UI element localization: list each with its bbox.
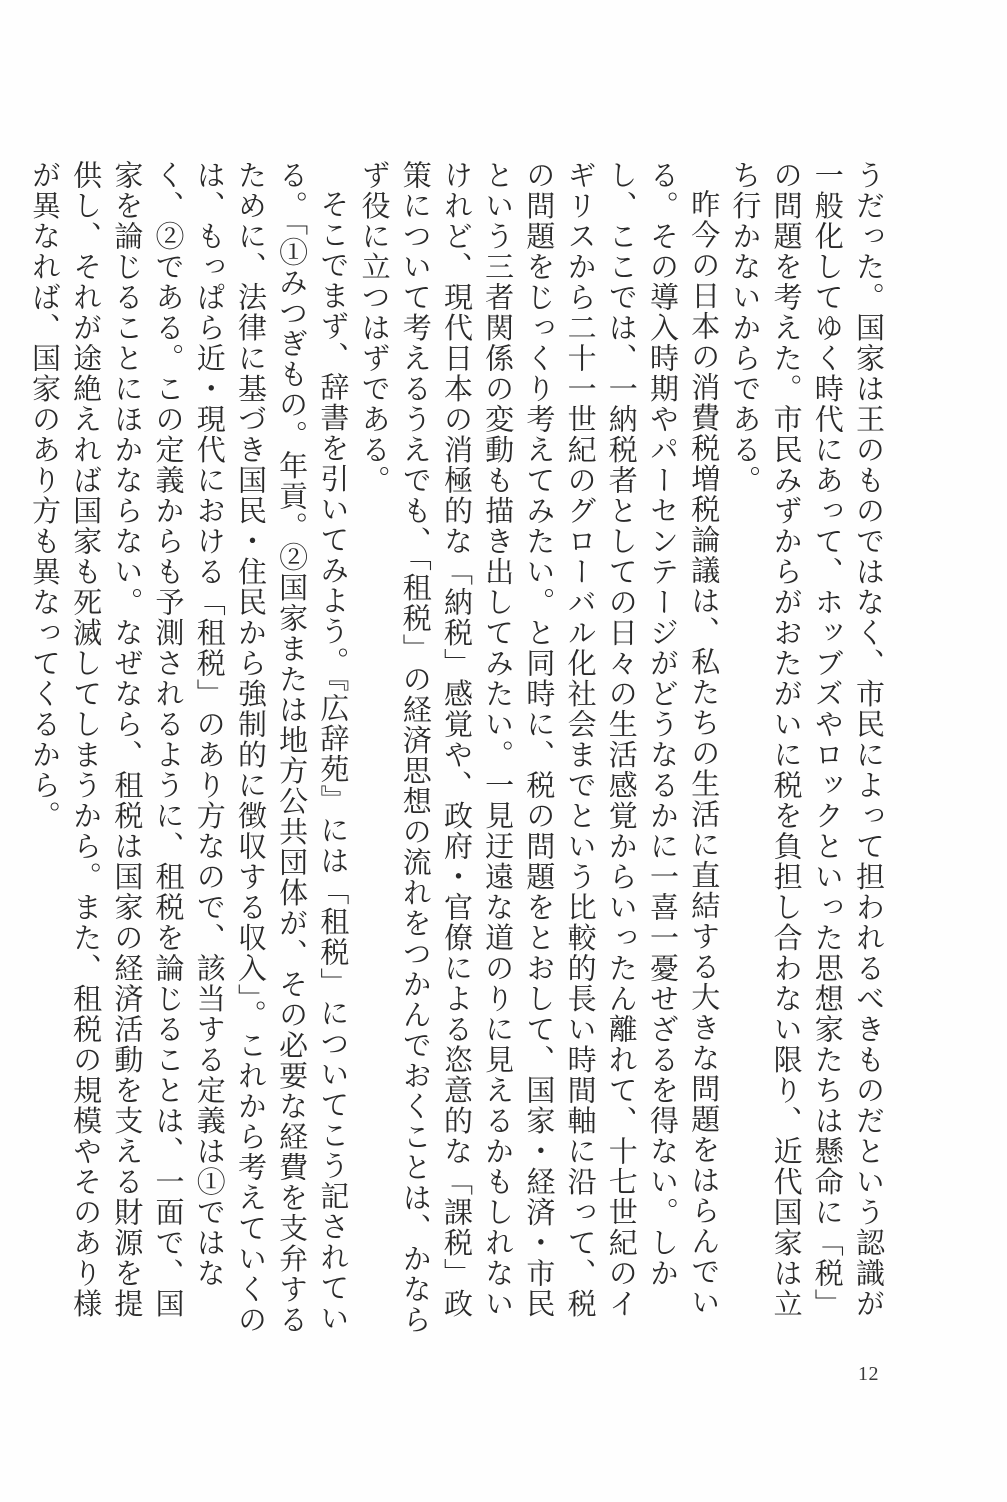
paragraph-1: うだった。国家は王のものではなく、市民によって担われるべきものだという認識が一般化してゆく時代にあって、ホッブズやロックといった思想家たちは懸命に「税」の問題を考えた。市民みずからがおたがいに税を負担し合わない限り、近代国家は立ち行かないからである。 — [728, 160, 886, 1319]
vertical-text-body — [24, 160, 889, 1340]
paragraph-2: 昨今の日本の消費税増税論議は、私たちの生活に直結する大きな問題をはらんでいる。その導入時期やパーセンテージがどうなるかに一喜一憂せざるを得ない。しかし、ここでは、一納税者としての日々の生活感覚からいったん離れて、十七世紀のイギリスから二十一世紀のグローバル化社会までという比較的長い時間軸に沿って、税の問題をじっくり考えてみたい。と同時に、税の問題をとおして、国家・経済・市民という三者関係の変動も描き出してみたい。一見迂遠な道のりに見えるかもしれないけれど、現代日本の消極的な「納税」感覚や、政府・官僚による恣意的な「課税」政策について考えるうえでも、「租税」の経済思想の流れをつかんでおくことは、かならず役に立つはずである。 — [357, 160, 722, 1335]
paragraph-3: そこでまず、辞書を引いてみよう。『広辞苑』には「租税」についてこう記されている。「①みつぎもの。年貢。②国家または地方公共団体が、その必要な経費を支弁するために、法律に基づき国民・住民から強制的に徴収する収入」。これから考えていくのは、もっぱら近・現代における「租税」のあり方なので、該当する定義は①ではなく、②である。この定義からも予測されるように、租税を論じることは、一面で、国家を論じることにほかならない。なぜなら、租税は国家の経済活動を支える財源を提供し、それが途絶えれば国家も死滅してしまうから。また、租税の規模やそのあり様が異なれば、国家のあり方も異なってくるから。 — [27, 160, 351, 1335]
page-number: 12 — [858, 1363, 879, 1385]
